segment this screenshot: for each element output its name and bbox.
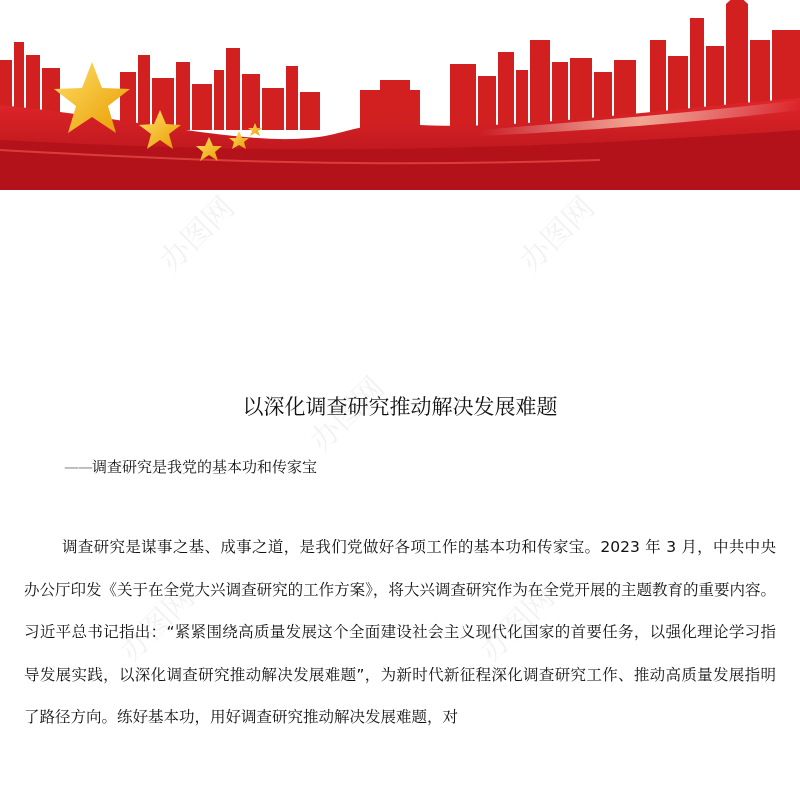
document-title: 以深化调查研究推动解决发展难题: [242, 395, 558, 419]
watermark-text: 办图网: [513, 190, 602, 279]
subtitle-dash: ——: [64, 458, 92, 476]
skyline-illustration: [0, 0, 800, 190]
document-subtitle: [64, 456, 317, 478]
watermark-text: 办图网: [153, 190, 242, 279]
watermark-text: 办图网: [303, 370, 392, 459]
watermark-text: 办图网: [473, 580, 562, 669]
subtitle-text: 调查研究是我党的基本功和传家宝: [92, 458, 318, 476]
header-banner: [0, 0, 800, 190]
body-paragraph: 调查研究是谋事之基、成事之道，是我们党做好各项工作的基本功和传家宝。2023 年 3 月，中共中央办公厅印发《关于在全党大兴调查研究的工作方案》，将大兴调查研究作为在全党开展的主题教育的重要内容。习近平总书记指出：“紧紧围绕高质量发展这个全面建设社会主义现代化国家的首要任务，以强化理论学习指导发展实践，以深化调查研究推动解决发展难题”，为新时代新征程深化调查研究工作、推动高质量发展指明了路径方向。练好基本功，用好调查研究推动解决发展难题，对: [24, 538, 776, 726]
watermark-text: 办图网: [113, 580, 202, 669]
